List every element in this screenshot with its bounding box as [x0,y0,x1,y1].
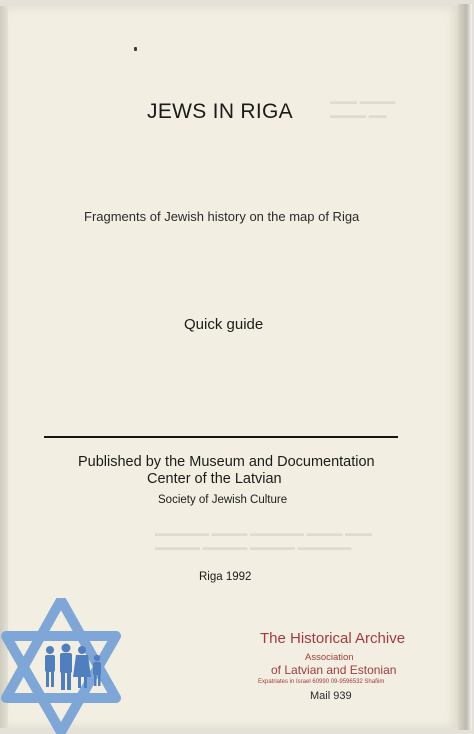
horizontal-rule [44,436,398,438]
publisher-line: Society of Jewish Culture [158,494,288,506]
show-through-text: ▬▬▬▬ ▬▬ [330,110,387,120]
stamp-association: Association [305,652,354,663]
show-through-text: ▬▬▬ ▬▬▬▬ [330,96,396,106]
stamp-mail-number: Mail 939 [310,690,352,702]
place-and-year: Riga 1992 [199,571,252,583]
stamp-association-name: of Latvian and Estonian [271,663,397,677]
page-edge [458,4,472,730]
star-of-david-stamp-icon [0,598,122,734]
cover-title: JEWS IN RIGA [147,100,293,123]
stamp-address: Expatriates in Israel 60990 09-9596532 Shafiim [258,679,385,685]
ink-speck [134,47,137,51]
guide-label: Quick guide [184,316,264,333]
publisher-line: Published by the Museum and Documentation [78,454,375,470]
stamp-archive-title: The Historical Archive [260,630,406,647]
cover-subtitle: Fragments of Jewish history on the map of Riga [84,209,360,224]
show-through-text: ▬▬▬▬▬ ▬▬▬▬▬ ▬▬▬▬▬ ▬▬▬▬▬▬ [155,542,352,552]
publisher-line: Center of the Latvian [147,471,282,487]
show-through-text: ▬▬▬▬▬▬ ▬▬▬▬ ▬▬▬▬▬▬ ▬▬▬▬ ▬▬▬ [155,528,373,538]
